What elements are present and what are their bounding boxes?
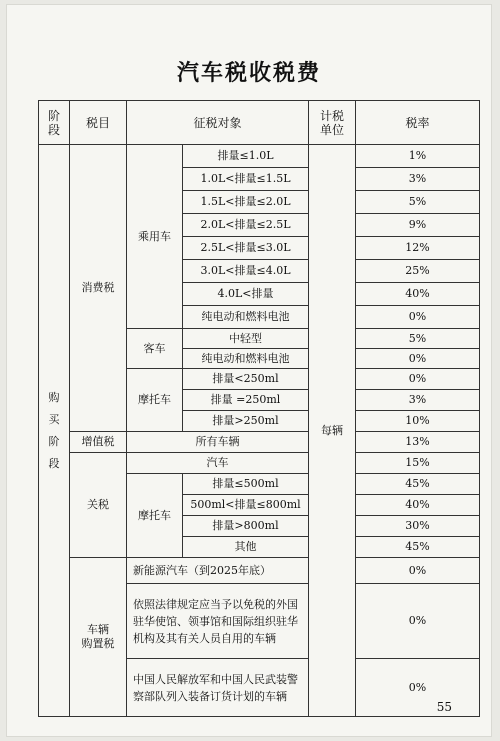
object-cell: 1.5L<排量≤2.0L — [183, 191, 309, 214]
rate-cell: 0% — [356, 349, 480, 369]
object-cell: 纯电动和燃料电池 — [183, 306, 309, 329]
object-cell: 其他 — [183, 537, 309, 558]
rate-cell: 0% — [356, 659, 480, 717]
unit-cell: 每辆 — [309, 145, 356, 717]
table-row — [39, 558, 480, 584]
object-cell: 3.0L<排量≤4.0L — [183, 260, 309, 283]
object-cell: 2.0L<排量≤2.5L — [183, 214, 309, 237]
table-row — [39, 453, 480, 474]
object-cell: 纯电动和燃料电池 — [183, 349, 309, 369]
rate-cell: 0% — [356, 558, 480, 584]
object-cell: 汽车 — [127, 453, 309, 474]
rate-cell: 9% — [356, 214, 480, 237]
rate-cell: 45% — [356, 537, 480, 558]
rate-cell: 1% — [356, 145, 480, 168]
object-cell: 所有车辆 — [127, 432, 309, 453]
motorcycle-cell: 摩托车 — [127, 474, 183, 558]
page-number: 55 — [436, 700, 452, 714]
rate-cell: 3% — [356, 390, 480, 411]
object-cell: 中国人民解放军和中国人民武装警察部队列入装备订货计划的车辆 — [127, 659, 309, 717]
rate-cell: 10% — [356, 411, 480, 432]
object-cell: 排量<250ml — [183, 369, 309, 390]
header-row — [39, 101, 480, 145]
purchase-tax-cell: 车辆 购置税 — [70, 558, 127, 717]
page-title: 汽车税收税费 — [176, 60, 321, 86]
vat-cell: 增值税 — [70, 432, 127, 453]
rate-cell: 5% — [356, 329, 480, 349]
table-row — [39, 145, 480, 168]
object-cell: 排量≤1.0L — [183, 145, 309, 168]
object-cell: 新能源汽车（到2025年底） — [127, 558, 309, 584]
header-unit: 计税 单位 — [309, 101, 356, 145]
passenger-car-cell: 乘用车 — [127, 145, 183, 329]
rate-cell: 0% — [356, 306, 480, 329]
rate-cell: 45% — [356, 474, 480, 495]
header-tax-item: 税目 — [70, 101, 127, 145]
object-cell: 2.5L<排量≤3.0L — [183, 237, 309, 260]
table-row — [39, 432, 480, 453]
tax-table — [38, 100, 480, 717]
rate-cell: 5% — [356, 191, 480, 214]
object-cell: 排量>250ml — [183, 411, 309, 432]
motorcycle-cell: 摩托车 — [127, 369, 183, 432]
rate-cell: 0% — [356, 584, 480, 659]
book-page — [6, 4, 492, 737]
object-cell: 1.0L<排量≤1.5L — [183, 168, 309, 191]
header-rate: 税率 — [356, 101, 480, 145]
rate-cell: 25% — [356, 260, 480, 283]
stage-cell: 购 买 阶 段 — [39, 145, 70, 717]
tax-table-container — [38, 100, 479, 717]
object-cell: 排量 =250ml — [183, 390, 309, 411]
object-cell: 排量≤500ml — [183, 474, 309, 495]
object-cell: 依照法律规定应当予以免税的外国驻华使馆、领事馆和国际组织驻华机构及其有关人员自用的车辆 — [127, 584, 309, 659]
object-cell: 排量>800ml — [183, 516, 309, 537]
bus-cell: 客车 — [127, 329, 183, 369]
rate-cell: 12% — [356, 237, 480, 260]
rate-cell: 0% — [356, 369, 480, 390]
consumption-tax-cell: 消费税 — [70, 145, 127, 432]
rate-cell: 40% — [356, 495, 480, 516]
rate-cell: 3% — [356, 168, 480, 191]
rate-cell: 13% — [356, 432, 480, 453]
rate-cell: 30% — [356, 516, 480, 537]
rate-cell: 40% — [356, 283, 480, 306]
header-object: 征税对象 — [127, 101, 309, 145]
header-stage: 阶 段 — [39, 101, 70, 145]
object-cell: 500ml<排量≤800ml — [183, 495, 309, 516]
tariff-cell: 关税 — [70, 453, 127, 558]
object-cell: 4.0L<排量 — [183, 283, 309, 306]
rate-cell: 15% — [356, 453, 480, 474]
object-cell: 中轻型 — [183, 329, 309, 349]
